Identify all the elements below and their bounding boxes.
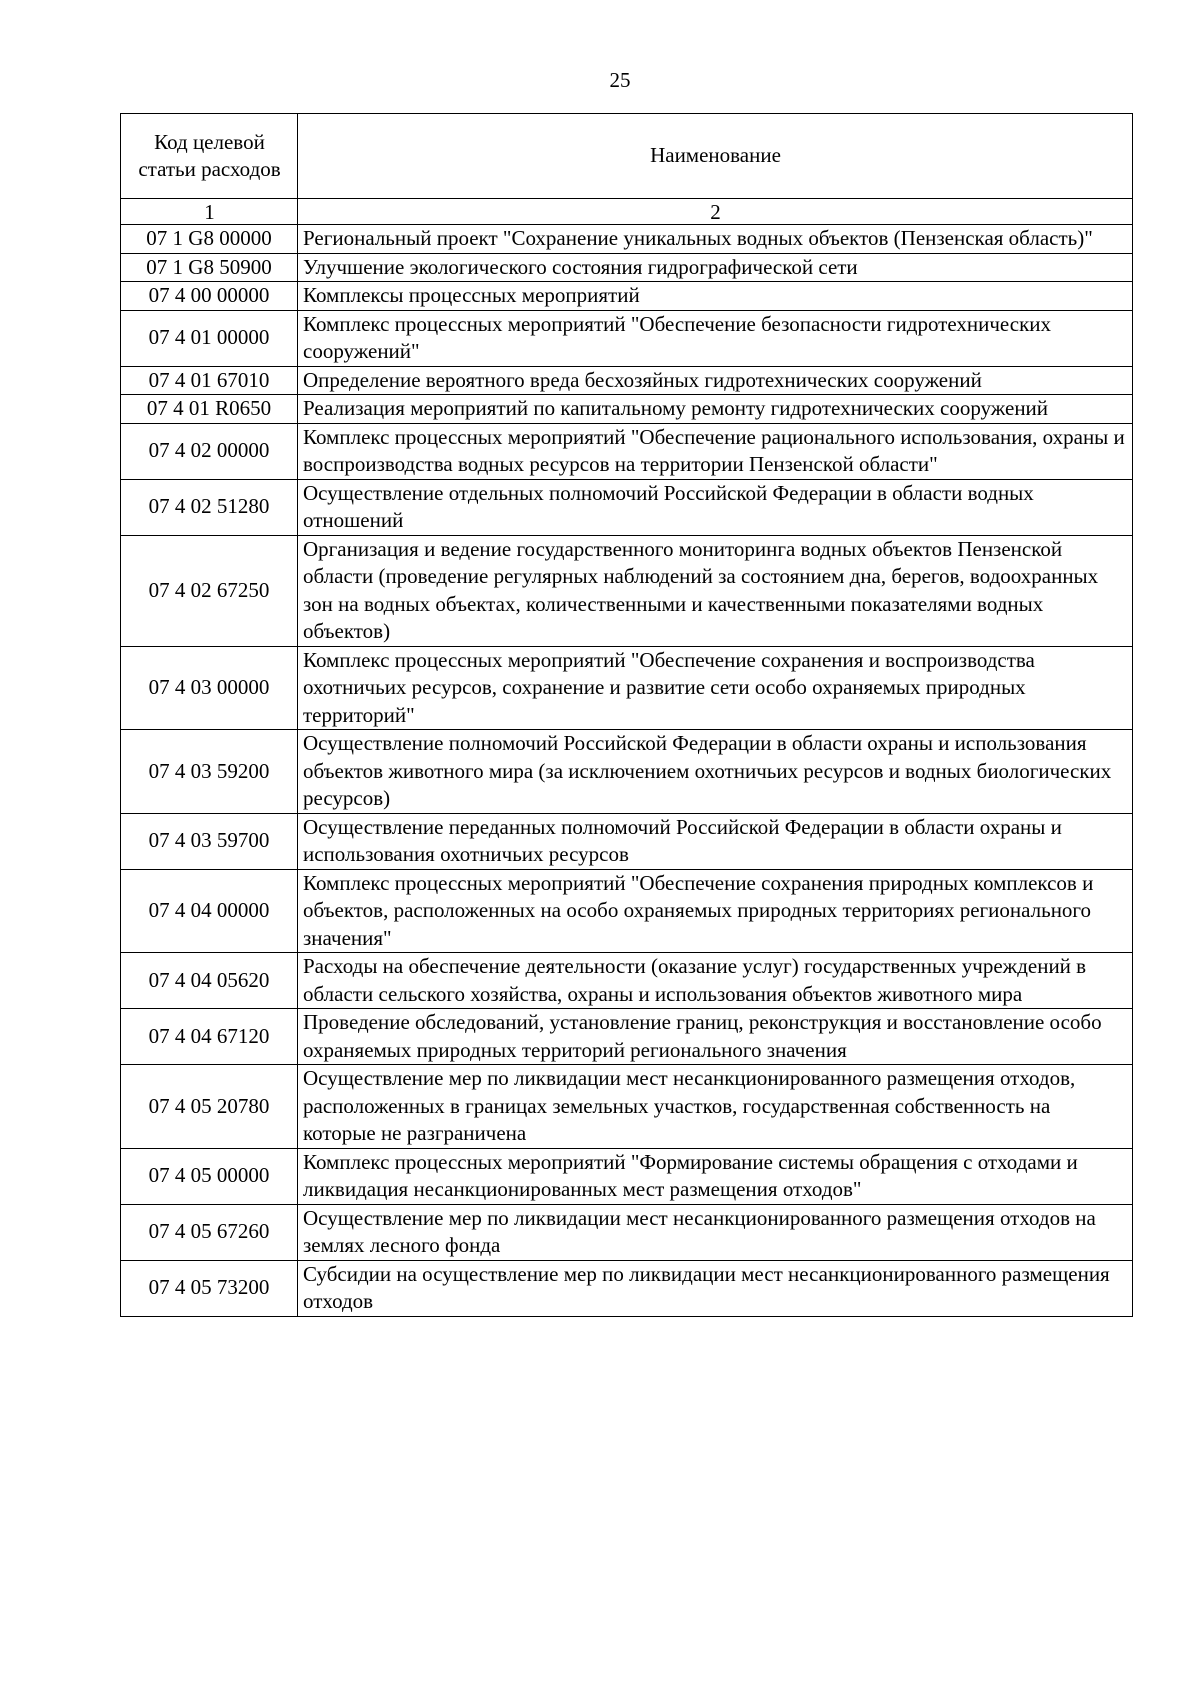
target-expense-table bbox=[120, 113, 1133, 1317]
row-name: Комплекс процессных мероприятий "Формирование системы обращения с отходами и ликвидация несанкционированных мест размещения отходов" bbox=[298, 1148, 1133, 1204]
row-name: Комплексы процессных мероприятий bbox=[298, 282, 1133, 311]
row-code: 07 1 G8 00000 bbox=[121, 225, 298, 254]
row-name: Осуществление полномочий Российской Федерации в области охраны и использования объектов животного мира (за исключением охотничьих ресурсов и водных биологических ресурсов) bbox=[298, 730, 1133, 814]
table-row bbox=[121, 813, 1133, 869]
row-code: 07 4 03 59700 bbox=[121, 813, 298, 869]
table-row bbox=[121, 366, 1133, 395]
row-code: 07 4 03 59200 bbox=[121, 730, 298, 814]
row-code: 07 1 G8 50900 bbox=[121, 253, 298, 282]
row-code: 07 4 04 67120 bbox=[121, 1009, 298, 1065]
row-name: Расходы на обеспечение деятельности (оказание услуг) государственных учреждений в области сельского хозяйства, охраны и использования объектов животного мира bbox=[298, 953, 1133, 1009]
row-code: 07 4 01 67010 bbox=[121, 366, 298, 395]
row-code: 07 4 00 00000 bbox=[121, 282, 298, 311]
column-number-row bbox=[121, 199, 1133, 225]
row-name: Реализация мероприятий по капитальному ремонту гидротехнических сооружений bbox=[298, 395, 1133, 424]
table-row bbox=[121, 423, 1133, 479]
row-code: 07 4 01 00000 bbox=[121, 310, 298, 366]
header-code: Код целевой статьи расходов bbox=[121, 114, 298, 199]
row-name: Региональный проект "Сохранение уникальных водных объектов (Пензенская область)" bbox=[298, 225, 1133, 254]
table-row bbox=[121, 953, 1133, 1009]
row-name: Определение вероятного вреда бесхозяйных гидротехнических сооружений bbox=[298, 366, 1133, 395]
row-name: Комплекс процессных мероприятий "Обеспечение сохранения природных комплексов и объектов, расположенных на особо охраняемых природных территориях регионального значения" bbox=[298, 869, 1133, 953]
row-name: Комплекс процессных мероприятий "Обеспечение сохранения и воспроизводства охотничьих ресурсов, сохранение и развитие сети особо охраняемых природных территорий" bbox=[298, 646, 1133, 730]
row-name: Осуществление мер по ликвидации мест несанкционированного размещения отходов на землях лесного фонда bbox=[298, 1204, 1133, 1260]
table-row bbox=[121, 1204, 1133, 1260]
row-name: Осуществление переданных полномочий Российской Федерации в области охраны и использования охотничьих ресурсов bbox=[298, 813, 1133, 869]
row-code: 07 4 01 R0650 bbox=[121, 395, 298, 424]
row-code: 07 4 03 00000 bbox=[121, 646, 298, 730]
row-name: Организация и ведение государственного мониторинга водных объектов Пензенской области (проведение регулярных наблюдений за состоянием дна, берегов, водоохранных зон на водных объектах, количественными и качественными показателями водных объектов) bbox=[298, 535, 1133, 646]
table-header bbox=[121, 114, 1133, 225]
row-name: Осуществление мер по ликвидации мест несанкционированного размещения отходов, расположенных в границах земельных участков, государственная собственность на которые не разграничена bbox=[298, 1065, 1133, 1149]
table-row bbox=[121, 1148, 1133, 1204]
table-row bbox=[121, 1260, 1133, 1316]
table-row bbox=[121, 253, 1133, 282]
row-code: 07 4 02 51280 bbox=[121, 479, 298, 535]
row-code: 07 4 05 73200 bbox=[121, 1260, 298, 1316]
table-body bbox=[121, 225, 1133, 1317]
table-row bbox=[121, 395, 1133, 424]
row-name: Улучшение экологического состояния гидрографической сети bbox=[298, 253, 1133, 282]
row-name: Комплекс процессных мероприятий "Обеспечение рационального использования, охраны и воспроизводства водных ресурсов на территории Пензенской области" bbox=[298, 423, 1133, 479]
table-row bbox=[121, 869, 1133, 953]
row-name: Осуществление отдельных полномочий Российской Федерации в области водных отношений bbox=[298, 479, 1133, 535]
table-row bbox=[121, 310, 1133, 366]
table-row bbox=[121, 479, 1133, 535]
column-number-name: 2 bbox=[298, 199, 1133, 225]
table-row bbox=[121, 1009, 1133, 1065]
row-name: Комплекс процессных мероприятий "Обеспечение безопасности гидротехнических сооружений" bbox=[298, 310, 1133, 366]
table-row bbox=[121, 282, 1133, 311]
page-number: 25 bbox=[609, 68, 631, 92]
column-number-code: 1 bbox=[121, 199, 298, 225]
row-code: 07 4 04 00000 bbox=[121, 869, 298, 953]
header-row bbox=[121, 114, 1133, 199]
row-name: Проведение обследований, установление границ, реконструкция и восстановление особо охраняемых природных территорий регионального значения bbox=[298, 1009, 1133, 1065]
table-row bbox=[121, 535, 1133, 646]
row-code: 07 4 05 00000 bbox=[121, 1148, 298, 1204]
table-row bbox=[121, 646, 1133, 730]
row-code: 07 4 05 20780 bbox=[121, 1065, 298, 1149]
row-code: 07 4 02 67250 bbox=[121, 535, 298, 646]
row-name: Субсидии на осуществление мер по ликвидации мест несанкционированного размещения отходов bbox=[298, 1260, 1133, 1316]
table-row bbox=[121, 1065, 1133, 1149]
row-code: 07 4 05 67260 bbox=[121, 1204, 298, 1260]
table-row bbox=[121, 730, 1133, 814]
table-row bbox=[121, 225, 1133, 254]
row-code: 07 4 02 00000 bbox=[121, 423, 298, 479]
row-code: 07 4 04 05620 bbox=[121, 953, 298, 1009]
header-name: Наименование bbox=[298, 114, 1133, 199]
